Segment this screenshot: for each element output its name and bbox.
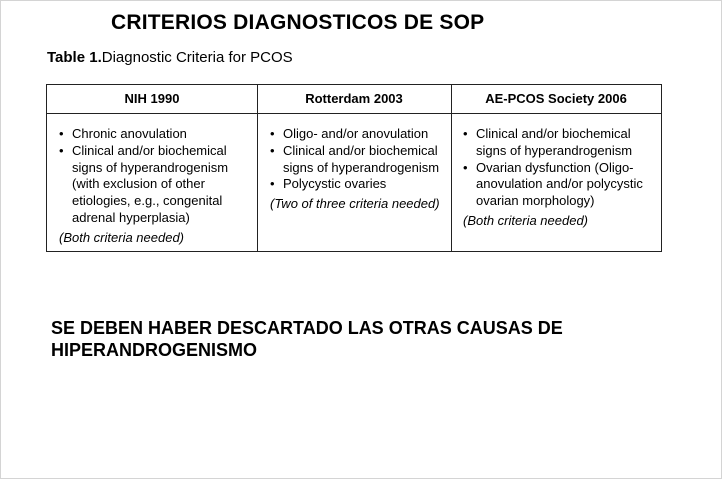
criteria-list xyxy=(462,126,657,210)
column-rotterdam-2003 xyxy=(269,126,447,213)
column-divider xyxy=(257,85,258,251)
table-header-row xyxy=(47,85,661,114)
criterion-item: • Ovarian dysfunction (Oligo-anovulation and/or polycystic ovarian morphology) xyxy=(462,160,657,210)
table-caption-text: Diagnostic Criteria for PCOS xyxy=(101,49,293,66)
criterion-item: • Clinical and/or biochemical signs of hyperandrogenism xyxy=(462,126,657,160)
criteria-note: (Both criteria needed) xyxy=(463,212,589,228)
header-rotterdam-2003: Rotterdam 2003 xyxy=(305,91,403,106)
header-ae-pcos-2006: AE-PCOS Society 2006 xyxy=(485,91,627,106)
criteria-list xyxy=(58,126,248,227)
criteria-list xyxy=(269,126,447,193)
criteria-note: (Both criteria needed) xyxy=(59,229,185,245)
diagnostic-criteria-table xyxy=(46,84,662,252)
criterion-item: • Chronic anovulation xyxy=(58,126,248,143)
criterion-item: • Clinical and/or biochemical signs of hyperandrogenism (with exclusion of other etiologies, e.g., congenital adrenal hyperplasia) xyxy=(58,143,248,227)
header-nih-1990: NIH 1990 xyxy=(124,91,180,106)
criterion-item: • Clinical and/or biochemical signs of hyperandrogenism xyxy=(269,143,447,177)
slide-title: CRITERIOS DIAGNOSTICOS DE SOP xyxy=(111,11,485,34)
footer-note: SE DEBEN HABER DESCARTADO LAS OTRAS CAUSAS DE HIPERANDROGENISMO xyxy=(51,318,563,360)
table-caption-label: Table 1. xyxy=(47,49,102,66)
criterion-item: • Polycystic ovaries xyxy=(269,176,447,193)
column-divider xyxy=(451,85,452,251)
table-caption xyxy=(47,49,293,66)
column-ae-pcos-2006 xyxy=(462,126,657,230)
criterion-item: • Oligo- and/or anovulation xyxy=(269,126,447,143)
criteria-note: (Two of three criteria needed) xyxy=(270,196,440,212)
column-nih-1990 xyxy=(58,126,248,247)
